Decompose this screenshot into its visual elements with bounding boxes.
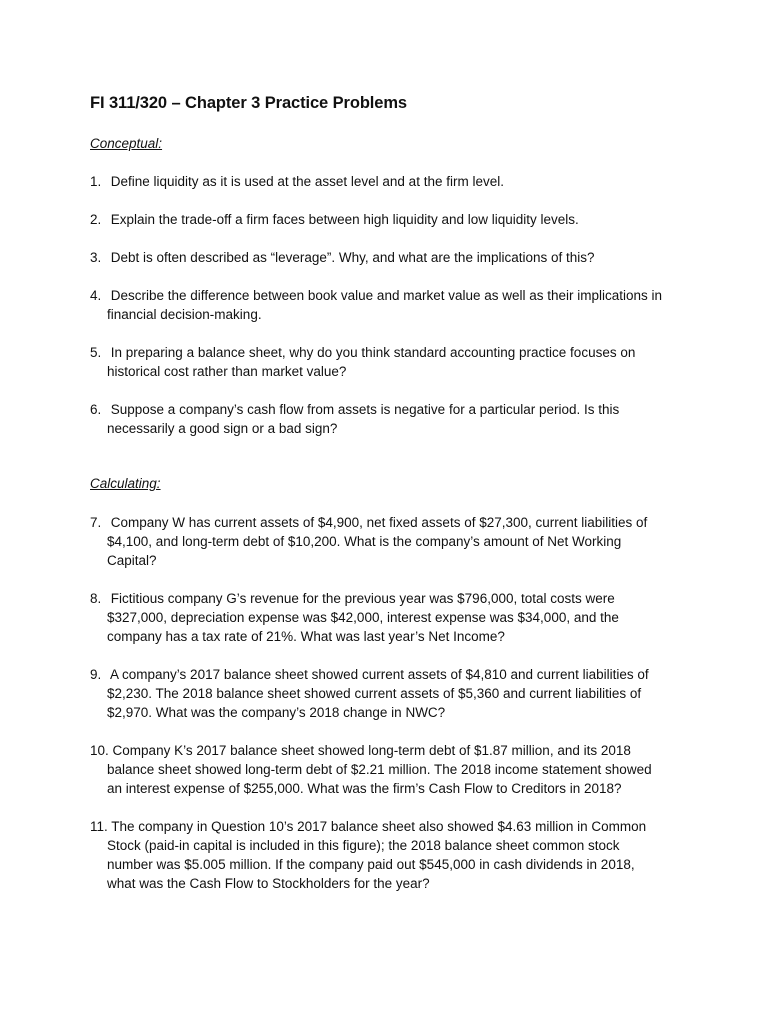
question-text-line: historical cost rather than market value? xyxy=(107,364,347,379)
question-number: 9. xyxy=(90,667,102,682)
question-11 xyxy=(90,817,690,893)
question-number: 6. xyxy=(90,402,102,417)
page-title: FI 311/320 – Chapter 3 Practice Problems xyxy=(90,94,408,112)
question-text-line: $327,000, depreciation expense was $42,000, interest expense was $34,000, and the xyxy=(107,610,619,625)
section-heading-conceptual: Conceptual: xyxy=(90,136,163,151)
question-number: 10. xyxy=(90,743,109,758)
question-8 xyxy=(90,589,690,646)
question-text-line: Stock (paid-in capital is included in this figure); the 2018 balance sheet common stock xyxy=(107,838,620,853)
question-text-line: Fictitious company G’s revenue for the previous year was $796,000, total costs were xyxy=(110,591,615,606)
question-text-line: A company’s 2017 balance sheet showed current assets of $4,810 and current liabilities of xyxy=(110,667,649,682)
question-text-line: $4,100, and long-term debt of $10,200. What is the company’s amount of Net Working xyxy=(107,534,622,549)
question-text-line: Capital? xyxy=(107,553,157,568)
question-text-line: $2,970. What was the company’s 2018 change in NWC? xyxy=(107,705,446,720)
question-10 xyxy=(90,741,690,798)
question-number: 11. xyxy=(90,819,108,834)
question-text-line: number was $5.005 million. If the company paid out $545,000 in cash dividends in 2018, xyxy=(107,857,635,872)
question-number: 2. xyxy=(90,212,102,227)
question-7 xyxy=(90,513,690,570)
question-text-line: In preparing a balance sheet, why do you think standard accounting practice focuses on xyxy=(110,345,636,360)
question-text-line: Company K’s 2017 balance sheet showed long-term debt of $1.87 million, and its 2018 xyxy=(112,743,631,758)
question-text-line: an interest expense of $255,000. What was the firm’s Cash Flow to Creditors in 2018? xyxy=(107,781,622,796)
question-number: 3. xyxy=(90,250,102,265)
question-text-line: financial decision-making. xyxy=(107,307,262,322)
question-text-line: balance sheet showed long-term debt of $2.21 million. The 2018 income statement showed xyxy=(107,762,652,777)
question-text-line: Define liquidity as it is used at the asset level and at the firm level. xyxy=(110,174,504,189)
question-text-line: Debt is often described as “leverage”. Why, and what are the implications of this? xyxy=(110,250,595,265)
question-5 xyxy=(90,343,690,381)
question-text-line: company has a tax rate of 21%. What was last year’s Net Income? xyxy=(107,629,505,644)
question-2 xyxy=(90,210,690,229)
question-number: 8. xyxy=(90,591,102,606)
question-text-line: Describe the difference between book value and market value as well as their implications in xyxy=(110,288,663,303)
question-1 xyxy=(90,172,690,191)
question-3 xyxy=(90,248,690,267)
question-text-line: Suppose a company’s cash flow from assets is negative for a particular period. Is this xyxy=(110,402,620,417)
question-text-line: Explain the trade-off a firm faces between high liquidity and low liquidity levels. xyxy=(110,212,579,227)
question-text-line: necessarily a good sign or a bad sign? xyxy=(107,421,338,436)
section-heading-calculating: Calculating: xyxy=(90,476,161,491)
question-number: 7. xyxy=(90,515,102,530)
question-number: 4. xyxy=(90,288,102,303)
question-text-line: Company W has current assets of $4,900, net fixed assets of $27,300, current liabilities of xyxy=(110,515,648,530)
question-6 xyxy=(90,400,690,438)
question-4 xyxy=(90,286,690,324)
question-text-line: what was the Cash Flow to Stockholders for the year? xyxy=(107,876,430,891)
question-text-line: $2,230. The 2018 balance sheet showed current assets of $5,360 and current liabilities of xyxy=(107,686,642,701)
question-text-line: The company in Question 10’s 2017 balance sheet also showed $4.63 million in Common xyxy=(111,819,647,834)
question-number: 5. xyxy=(90,345,102,360)
question-number: 1. xyxy=(90,174,102,189)
question-9 xyxy=(90,665,690,722)
